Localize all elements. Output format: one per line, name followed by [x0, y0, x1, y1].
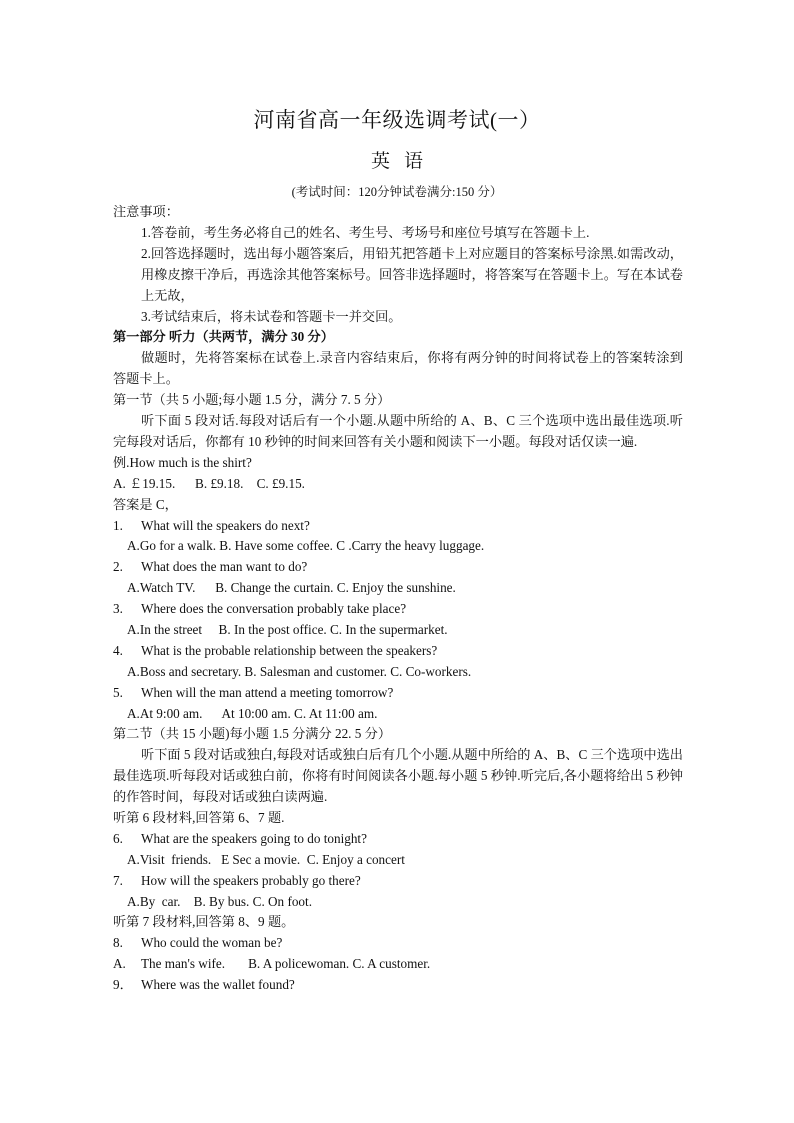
question-5	[113, 683, 683, 704]
question-text: What is the probable relationship between the speakers?	[141, 642, 438, 658]
exam-title: 河南省高一年级选调考试(一）	[253, 108, 541, 132]
part1-heading: 第一部分 听力（共两节，满分 30 分）	[113, 329, 334, 345]
notes-item-3: 3.考试结束后，将未试卷和答题卡一并交回。	[141, 308, 402, 324]
example-answer: 答案是 C，	[113, 496, 178, 512]
question-2	[113, 557, 683, 578]
question-8	[113, 933, 683, 954]
notes-item-1: 1.答卷前，考生务必将自己的姓名、考生号、考场号和座位号填写在答题卡上.	[141, 224, 590, 240]
question-number: 7.	[113, 872, 123, 888]
question-text: Who could the woman be?	[141, 935, 283, 951]
material-6-heading: 听第 6 段材料,回答第 6、7 题.	[113, 810, 285, 826]
material-7-heading: 听第 7 段材料,回答第 8、9 题。	[113, 914, 295, 930]
section2-heading: 第二节（共 15 小题)每小题 1.5 分满分 22. 5 分）	[113, 726, 392, 742]
question-text: What does the man want to do?	[141, 559, 308, 575]
question-4-options: A.Boss and secretary. B. Salesman and customer. C. Co-workers.	[127, 663, 472, 679]
question-1	[113, 516, 683, 537]
question-9	[113, 975, 683, 996]
question-text: When will the man attend a meeting tomorrow?	[141, 684, 394, 700]
question-number: 9．	[113, 977, 133, 993]
question-2-options: A.Watch TV. B. Change the curtain. C. Enjoy the sunshine.	[127, 580, 456, 596]
question-text: Where was the wallet found?	[141, 977, 295, 993]
notes-item-2: 2.回答选择题时，选出每小题答案后，用铅艽把答趙卡上对应题目的答案标号涂黑.如需改动，用橡皮擦干净后，再选涂其他答案标号。回答非选择题时，将答案写在答题卡上。写在本试卷上无故，	[141, 245, 683, 303]
question-3	[113, 599, 683, 620]
question-number: 4.	[113, 642, 123, 658]
question-7	[113, 871, 683, 892]
question-number: 5.	[113, 684, 123, 700]
subject-char-1: 英	[370, 151, 390, 172]
example-options: A. ￡19.15. B. £9.18. C. £9.15.	[113, 475, 305, 491]
question-text: What will the speakers do next?	[141, 517, 310, 533]
notes-heading: 注意事项：	[113, 204, 179, 219]
question-6-options: A.Visit friends. E Sec a movie. C. Enjoy a concert	[127, 851, 405, 867]
question-4	[113, 641, 683, 662]
example-question: 例.How much is the shirt?	[113, 454, 252, 470]
question-number: 2.	[113, 559, 123, 575]
question-number: 6.	[113, 830, 123, 846]
subject-title	[0, 146, 794, 173]
question-number: 1.	[113, 517, 123, 533]
section1-heading: 第一节（共 5 小题;每小题 1.5 分，满分 7. 5 分）	[113, 392, 391, 408]
question-1-options: A.Go for a walk. B. Have some coffee. C .Carry the heavy luggage.	[127, 538, 485, 554]
question-6	[113, 829, 683, 850]
question-text: What are the speakers going to do tonight?	[141, 830, 367, 846]
question-text: How will the speakers probably go there?	[141, 872, 361, 888]
exam-body	[113, 202, 683, 996]
question-7-options: A.By car. B. By bus. C. On foot.	[127, 893, 312, 909]
section1-instruction: 听下面 5 段对话.每段对话后有一个小题.从题中所给的 A、B、C 三个选项中选出最佳选项.听完每段对话后，你都有 10 秒钟的时间来回答有关小题和阅读下一小题。每段对话仅读一遍.	[113, 413, 683, 449]
question-5-options: A.At 9:00 am. At 10:00 am. C. At 11:00 am.	[127, 705, 378, 721]
question-3-options: A.In the street B. In the post office. C. In the supermarket.	[127, 621, 448, 637]
question-8-options	[113, 954, 683, 975]
option-rest: The man's wife. B. A policewoman. C. A customer.	[141, 956, 431, 972]
part1-instruction: 做题时，先将答案标在试卷上.录音内容结束后，你将有两分钟的时间将试卷上的答案转涂到答题卡上。	[113, 350, 683, 387]
question-number: 8.	[113, 935, 123, 951]
section2-instruction: 听下面 5 段对话或独白,每段对话或独白后有几个小题.从题中所给的 A、B、C 三个选项中选出最佳选项.听每段对话或独白前，你将有时间阅读各小题.每小题 5 秒钟.听完后,各小题将给出 5 秒钟的作答时间，每段对话或独白读两遍.	[113, 747, 683, 805]
question-text: Where does the conversation probably take place?	[141, 601, 407, 617]
subject-char-2: 语	[404, 151, 424, 172]
question-number: 3.	[113, 601, 123, 617]
option-a-label: A.	[113, 956, 126, 972]
exam-meta: (考试时间：120分钟试卷满分:150 分）	[291, 185, 503, 199]
